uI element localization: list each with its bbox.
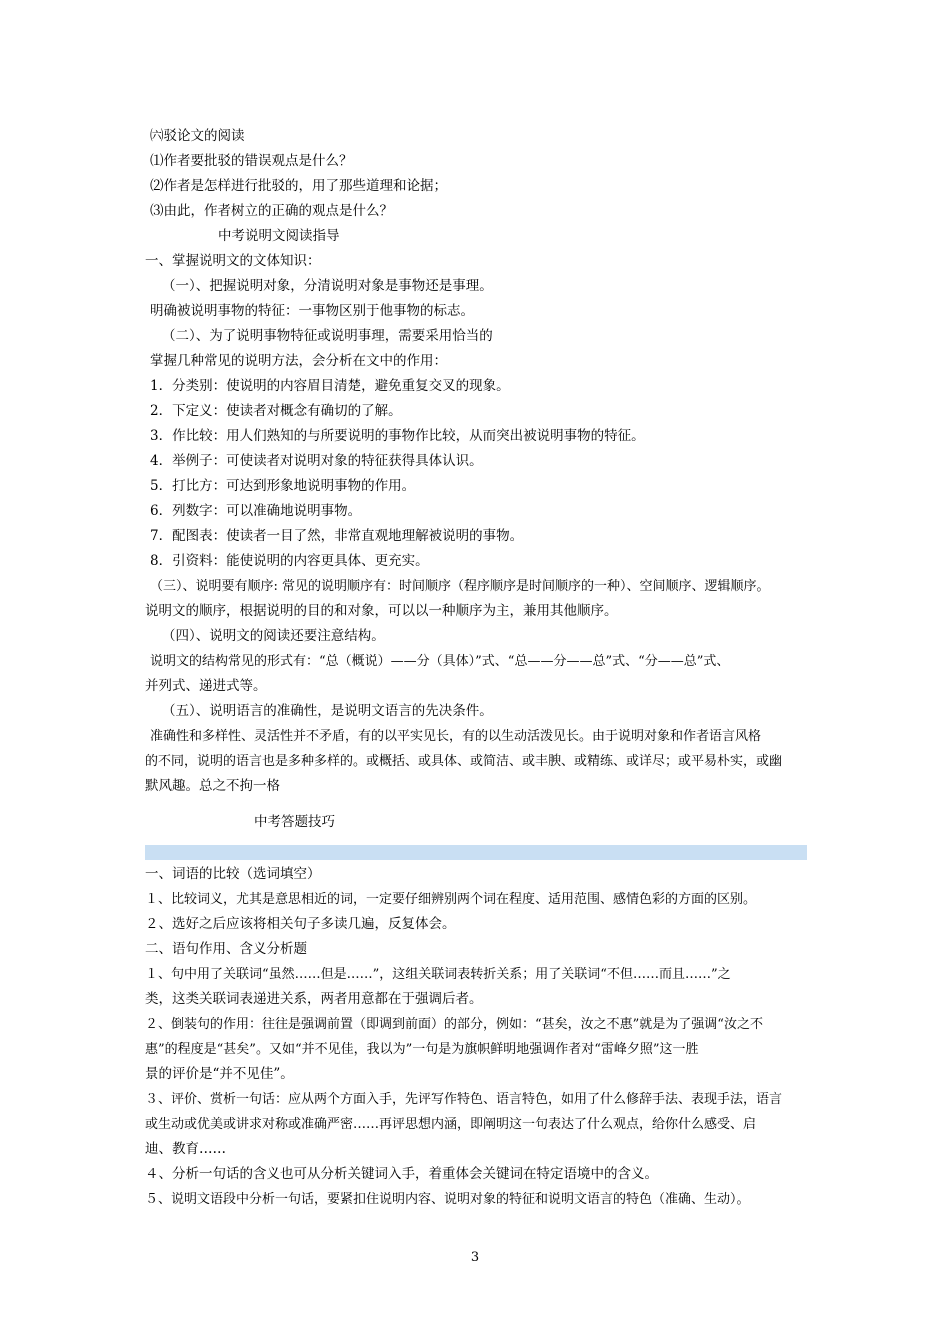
tip-item: ２、选好之后应该将相关句子多读几遍，反复体会。 — [145, 916, 456, 932]
method-item: 7．配图表：使读者一目了然，非常直观地理解被说明的事物。 — [150, 528, 524, 544]
paragraph-line: 迪、教育…… — [145, 1141, 226, 1157]
method-item: 6．列数字：可以准确地说明事物。 — [150, 503, 362, 519]
paragraph-line: 说明文的顺序，根据说明的目的和对象，可以以一种顺序为主，兼用其他顺序。 — [145, 603, 618, 619]
tip-item: ３、评价、赏析一句话：应从两个方面入手，先评写作特色、语言特色，如用了什么修辞手法、表现手法，语言 — [145, 1092, 783, 1107]
tip-item: ５、说明文语段中分析一句话，要紧扣住说明内容、说明对象的特征和说明文语言的特色（准确、生动）。 — [145, 1192, 750, 1207]
paragraph-line: 准确性和多样性、灵活性并不矛盾，有的以平实见长，有的以生动活泼见长。由于说明对象和作者语言风格 — [150, 729, 762, 744]
method-item: 3．作比较：用人们熟知的与所要说明的事物作比较，从而突出被说明事物的特征。 — [150, 428, 645, 444]
heading-level1: 一、词语的比较（选词填空） — [145, 866, 321, 882]
method-item: 8．引资料：能使说明的内容更具体、更充实。 — [150, 553, 429, 569]
paragraph-line: 的不同，说明的语言也是多种多样的。或概括、或具体、或简洁、或丰腴、或精练、或详尽；或平易朴实，或幽 — [145, 754, 783, 769]
paragraph-line: 掌握几种常见的说明方法，会分析在文中的作用： — [150, 353, 447, 369]
heading-level1: 二、语句作用、含义分析题 — [145, 941, 307, 957]
highlight-band — [145, 845, 807, 860]
paragraph-line: 并列式、递进式等。 — [145, 678, 267, 694]
tip-item: １、句中用了关联词“虽然……但是……”，这组关联词表转折关系；用了关联词“不但……而且……”之 — [145, 967, 731, 982]
paragraph-line: 明确被说明事物的特征：一事物区别于他事物的标志。 — [150, 303, 474, 319]
heading-level1: 一、掌握说明文的文体知识： — [145, 253, 321, 269]
method-item: 5．打比方：可达到形象地说明事物的作用。 — [150, 478, 416, 494]
subheading: （二）、为了说明事物特征或说明事理，需要采用恰当的 — [162, 328, 493, 344]
method-item: 4．举例子：可使读者对说明对象的特征获得具体认识。 — [150, 453, 483, 469]
question-item: ⑶由此，作者树立的正确的观点是什么？ — [150, 203, 393, 219]
paragraph-line: 类，这类关联词表递进关系，两者用意都在于强调后者。 — [145, 991, 483, 1007]
subheading: （四）、说明文的阅读还要注意结构。 — [162, 628, 385, 644]
section-heading-rebuttal: ㈥驳论文的阅读 — [150, 128, 245, 144]
question-item: ⑵作者是怎样进行批驳的，用了那些道理和论据； — [150, 178, 447, 194]
paragraph-line: 惠”的程度是“甚矣”。又如“并不见佳，我以为”一句是为旗帜鲜明地强调作者对“雷峰夕照”这一胜 — [145, 1042, 699, 1057]
section-title-answering-tips: 中考答题技巧 — [254, 814, 335, 830]
paragraph-line: 或生动或优美或讲求对称或准确严密……再评思想内涵，即阐明这一句表达了什么观点，给你什么感受、启 — [145, 1117, 757, 1132]
tip-item: １、比较词义，尤其是意思相近的词，一定要仔细辨别两个词在程度、适用范围、感情色彩的方面的区别。 — [145, 892, 757, 907]
subheading: （五）、说明语言的准确性，是说明文语言的先决条件。 — [162, 703, 493, 719]
paragraph-line: 默风趣。总之不拘一格 — [145, 778, 280, 794]
subheading: （三）、说明要有顺序: 常见的说明顺序有：时间顺序（程序顺序是时间顺序的一种）、空间顺序、逻辑顺序。 — [150, 579, 770, 594]
page-number: 3 — [470, 1250, 480, 1265]
paragraph-line: 景的评价是“并不见佳”。 — [145, 1066, 294, 1082]
method-item: 2．下定义：使读者对概念有确切的了解。 — [150, 403, 402, 419]
subheading: （一）、把握说明对象，分清说明对象是事物还是事理。 — [162, 278, 493, 294]
section-title-expository: 中考说明文阅读指导 — [218, 228, 340, 244]
tip-item: ４、分析一句话的含义也可从分析关键词入手，着重体会关键词在特定语境中的含义。 — [145, 1166, 658, 1182]
question-item: ⑴作者要批驳的错误观点是什么？ — [150, 153, 353, 169]
tip-item: ２、倒装句的作用：往往是强调前置（即调到前面）的部分，例如：“甚矣，汝之不惠”就是为了强调“汝之不 — [145, 1017, 763, 1032]
paragraph-line: 说明文的结构常见的形式有：“总（概说）——分（具体）”式、“总——分——总”式、“分——总”式、 — [150, 654, 730, 669]
method-item: 1．分类别：使说明的内容眉目清楚，避免重复交叉的现象。 — [150, 378, 510, 394]
